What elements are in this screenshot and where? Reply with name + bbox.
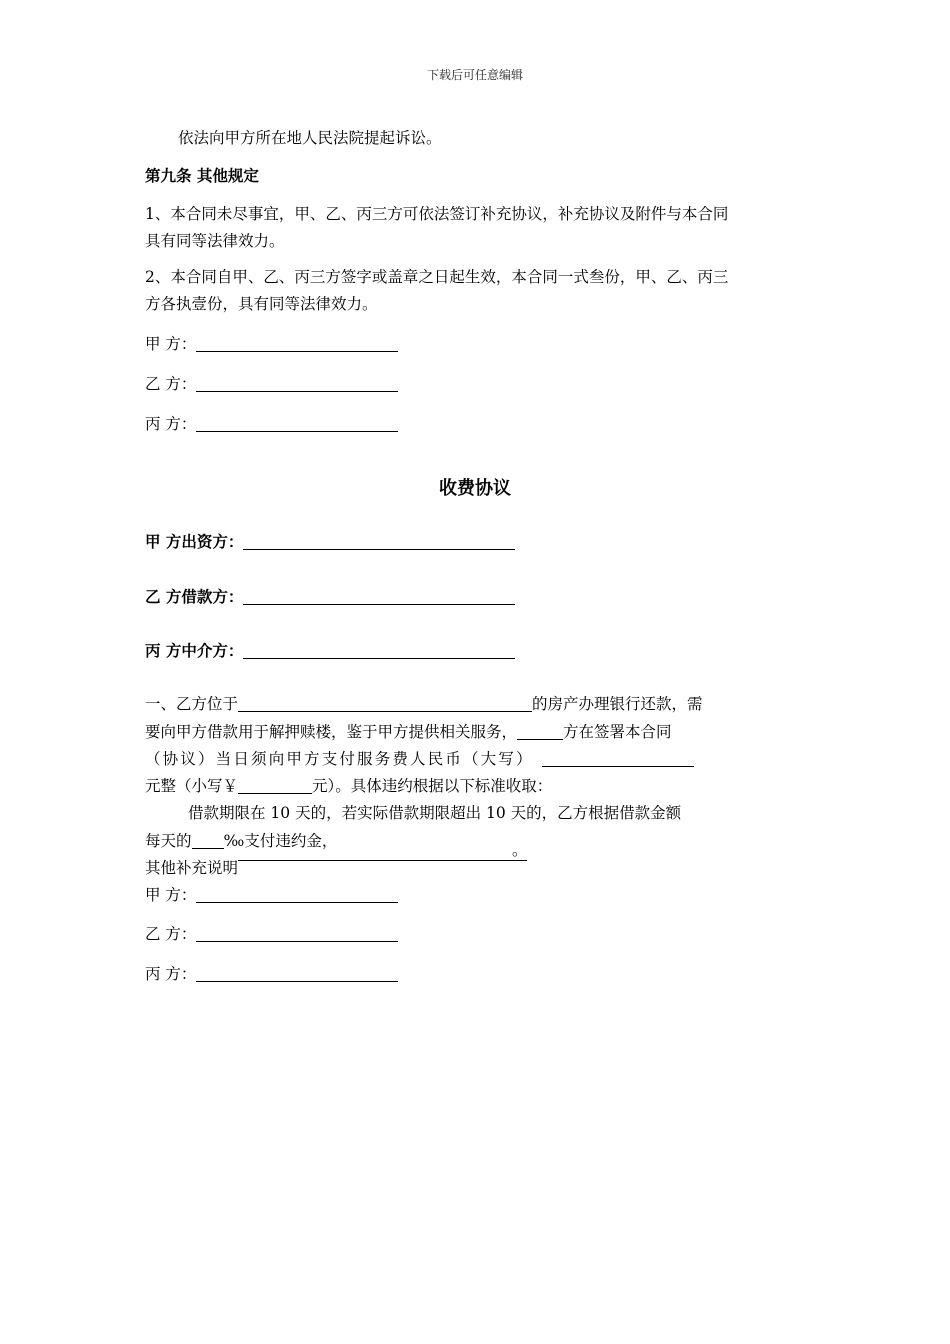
signature-label: 甲 方： xyxy=(145,886,197,904)
article-heading: 第九条 其他规定 xyxy=(145,167,259,185)
party-a-row xyxy=(145,530,515,552)
text-segment: ‰支付违约金， xyxy=(223,832,338,850)
signature-label: 甲 方： xyxy=(145,335,197,353)
agreement-signature-a xyxy=(145,883,398,905)
penalty-rate-blank[interactable] xyxy=(192,847,224,849)
text-segment: 每天的 xyxy=(145,832,192,850)
signature-label: 乙 方： xyxy=(145,925,197,943)
party-c-row xyxy=(145,639,515,661)
amount-uppercase-blank[interactable] xyxy=(542,765,694,767)
intro-paragraph: 依法向甲方所在地人民法院提起诉讼。 xyxy=(178,129,442,147)
text-segment: 其他补充说明 xyxy=(145,859,239,877)
text-segment: 要向甲方借款用于解押赎楼，鉴于甲方提供相关服务， xyxy=(145,723,518,741)
signature-line[interactable] xyxy=(196,940,398,942)
signature-row-b xyxy=(145,372,398,394)
agreement-line1 xyxy=(145,692,703,714)
clause1-line2: 具有同等法律效力。 xyxy=(145,232,285,250)
text-segment: 元）。具体违约根据以下标准收取： xyxy=(312,777,553,795)
agreement-line4 xyxy=(145,774,552,796)
clause1-line1: 1、本合同未尽事宜，甲、乙、丙三方可依法签订补充协议，补充协议及附件与本合同 xyxy=(145,205,729,223)
agreement-signature-b xyxy=(145,922,398,944)
party-label: 丙 方中介方： xyxy=(145,642,244,660)
signature-label: 丙 方： xyxy=(145,415,197,433)
clause2-line2: 方各执壹份，具有同等法律效力。 xyxy=(145,295,378,313)
party-fill-line[interactable] xyxy=(243,548,515,550)
agreement-line2 xyxy=(145,720,672,742)
signature-line[interactable] xyxy=(196,350,398,352)
text-segment: （协议）当日须向甲方支付服务费人民币（大写） xyxy=(145,750,534,768)
agreement-signature-c xyxy=(145,962,398,984)
party-b-row xyxy=(145,585,515,607)
property-address-blank[interactable] xyxy=(238,710,532,712)
party-label: 乙 方借款方： xyxy=(145,588,244,606)
text-segment: 。 xyxy=(512,841,528,859)
signature-line[interactable] xyxy=(196,901,398,903)
agreement-line3 xyxy=(145,747,694,769)
signature-line[interactable] xyxy=(196,430,398,432)
signature-row-a xyxy=(145,332,398,354)
signature-label: 乙 方： xyxy=(145,375,197,393)
notes-blank[interactable] xyxy=(238,841,528,861)
clause2-line1: 2、本合同自甲、乙、丙三方签字或盖章之日起生效，本合同一式叁份，甲、乙、丙三 xyxy=(145,268,729,286)
party-label: 甲 方出资方： xyxy=(145,533,244,551)
party-fill-line[interactable] xyxy=(243,657,515,659)
text-segment: 一、乙方位于 xyxy=(145,695,239,713)
signature-label: 丙 方： xyxy=(145,965,197,983)
party-fill-line[interactable] xyxy=(243,603,515,605)
amount-numeric-blank[interactable] xyxy=(238,792,312,794)
agreement-line5: 借款期限在 10 天的，若实际借款期限超出 10 天的，乙方根据借款金额 xyxy=(188,804,682,822)
text-segment: 方在签署本合同 xyxy=(563,723,672,741)
page-header: 下载后可任意编辑 xyxy=(426,68,523,82)
agreement-line6 xyxy=(145,829,337,851)
text-segment: 的房产办理银行还款，需 xyxy=(532,695,703,713)
signature-row-c xyxy=(145,412,398,434)
agreement-title: 收费协议 xyxy=(439,478,511,499)
party-blank[interactable] xyxy=(517,738,563,740)
signature-line[interactable] xyxy=(196,390,398,392)
signature-line[interactable] xyxy=(196,980,398,982)
text-segment: 元整（小写￥ xyxy=(145,777,239,795)
